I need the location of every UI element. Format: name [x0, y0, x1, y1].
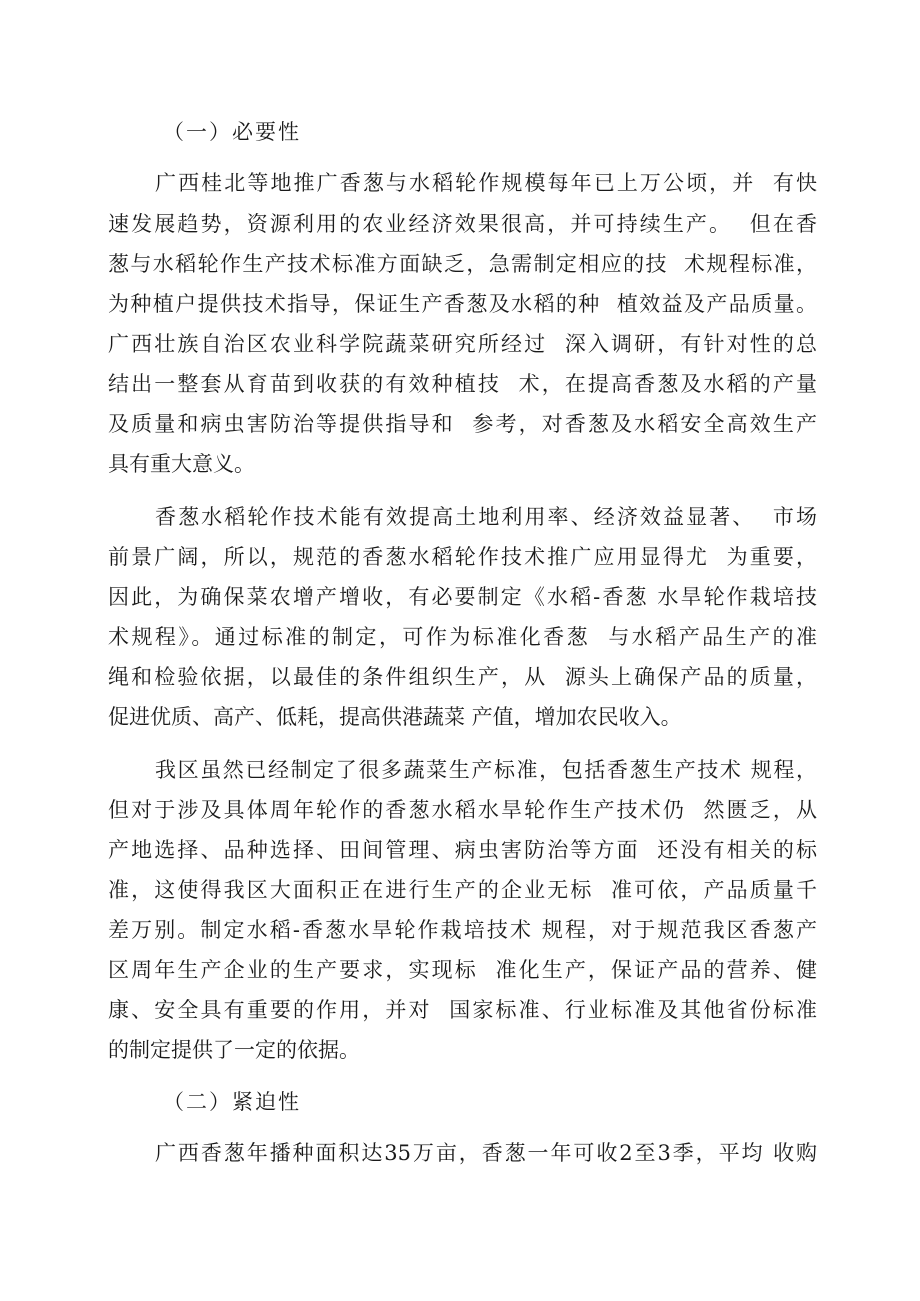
- paragraph-1-line-5: 广西壮族自治区农业科学院蔬菜研究所经过 深入调研，有针对性的总: [108, 332, 817, 356]
- paragraph-2-line-1: 香葱水稻轮作技术能有效提高土地利用率、经济效益显著、 市场: [155, 505, 817, 529]
- paragraph-3-line-5: 差万别。制定水稻-香葱水旱轮作栽培技术 规程，对于规范我区香葱产: [108, 918, 817, 942]
- paragraph-1-line-1: 广西桂北等地推广香葱与水稻轮作规模每年已上万公顷，并 有快: [155, 171, 817, 195]
- paragraph-1-line-8: 具有重大意义。: [108, 452, 255, 476]
- paragraph-3-line-3: 产地选择、品种选择、田间管理、病虫害防治等方面 还没有相关的标: [108, 838, 817, 862]
- section-heading-urgency: （二）紧迫性: [163, 1090, 301, 1114]
- paragraph-1-line-6: 结出一整套从育苗到收获的有效种植技 术，在提高香葱及水稻的产量: [108, 372, 817, 396]
- paragraph-3-line-7: 康、安全具有重要的作用，并对 国家标准、行业标准及其他省份标准: [108, 998, 817, 1022]
- paragraph-3-line-1: 我区虽然已经制定了很多蔬菜生产标准，包括香葱生产技术 规程，: [155, 758, 817, 782]
- paragraph-3-line-4: 准，这使得我区大面积正在进行生产的企业无标 准可依，产品质量千: [108, 878, 817, 902]
- paragraph-1-line-4: 为种植户提供技术指导，保证生产香葱及水稻的种 植效益及产品质量。: [108, 292, 817, 316]
- paragraph-2-line-5: 绳和检验依据，以最佳的条件组织生产，从 源头上确保产品的质量，: [108, 665, 817, 689]
- paragraph-3-line-6: 区周年生产企业的生产要求，实现标 准化生产，保证产品的营养、健: [108, 958, 817, 982]
- paragraph-2-line-2: 前景广阔，所以，规范的香葱水稻轮作技术推广应用显得尤 为重要，: [108, 545, 817, 569]
- paragraph-4-line-1: 广西香葱年播种面积达35万亩，香葱一年可收2至3季，平均 收购: [155, 1141, 817, 1165]
- paragraph-1-line-2: 速发展趋势，资源利用的农业经济效果很高，并可持续生产。 但在香: [108, 212, 817, 236]
- paragraph-3-line-2: 但对于涉及具体周年轮作的香葱水稻水旱轮作生产技术仍 然匮乏，从: [108, 798, 817, 822]
- paragraph-3-line-8: 的制定提供了一定的依据。: [108, 1038, 360, 1062]
- paragraph-2-line-3: 因此，为确保菜农增产增收，有必要制定《水稻-香葱 水旱轮作栽培技: [108, 585, 817, 609]
- section-heading-necessity: （一）必要性: [163, 120, 301, 144]
- paragraph-1-line-3: 葱与水稻轮作生产技术标准方面缺乏，急需制定相应的技 术规程标准，: [108, 252, 817, 276]
- paragraph-1-line-7: 及质量和病虫害防治等提供指导和 参考，对香葱及水稻安全高效生产: [108, 412, 817, 436]
- paragraph-2-line-4: 术规程》。通过标准的制定，可作为标准化香葱 与水稻产品生产的准: [108, 625, 817, 649]
- paragraph-2-line-6: 促进优质、高产、低耗，提高供港蔬菜 产值，增加农民收入。: [108, 705, 682, 729]
